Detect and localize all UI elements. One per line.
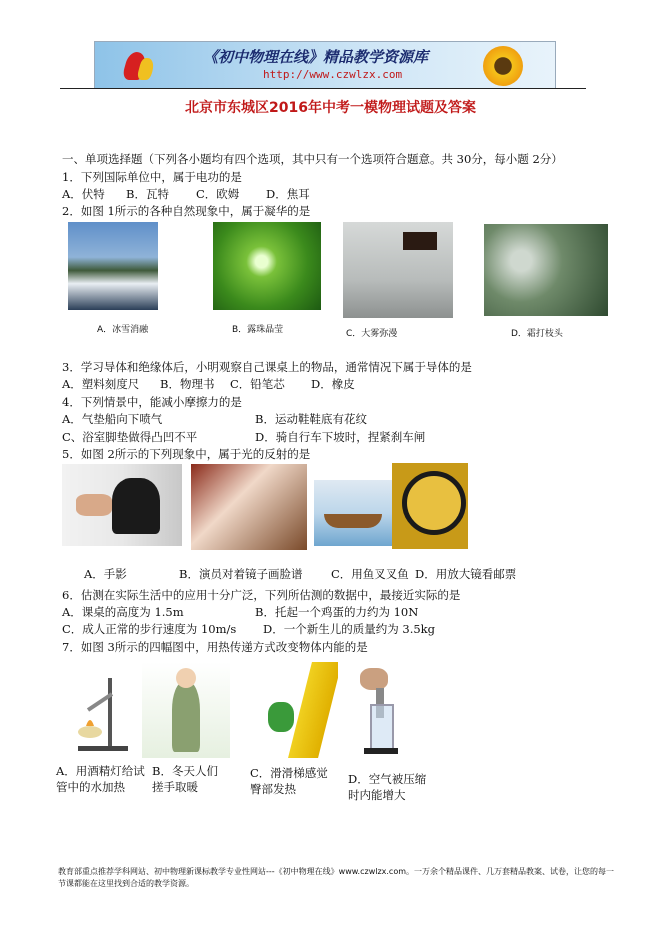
- figure1-d-image: [484, 224, 608, 316]
- figure3-caption-a-line1: A．用酒精灯给试: [56, 764, 145, 778]
- q4-option-c: C、浴室脚垫做得凸凹不平: [62, 430, 198, 444]
- q1-stem: 1．下列国际单位中，属于电功的是: [62, 170, 242, 184]
- figure3-caption-b-line2: 搓手取暖: [152, 780, 198, 794]
- figure1-c-image: [343, 222, 453, 318]
- figure2-c-image: [314, 480, 392, 546]
- figure1-a-image: [68, 222, 158, 310]
- figure3-a-image: [68, 674, 134, 754]
- figure2-caption-b: B．演员对着镜子画脸谱: [179, 567, 303, 581]
- q1-option-c: C．欧姆: [196, 187, 240, 201]
- banner-url[interactable]: http://www.czwlzx.com: [263, 68, 403, 81]
- q6-stem: 6．估测在实际生活中的应用十分广泛，下列所估测的数据中，最接近实际的是: [62, 588, 461, 602]
- q6-option-a: A．课桌的高度为 1.5m: [62, 605, 184, 619]
- section-heading: 一、单项选择题（下列各小题均有四个选项，其中只有一个选项符合题意。共 30分，每小题 2分）: [62, 152, 563, 166]
- figure1-caption-b: B．露珠晶莹: [232, 325, 284, 335]
- q1-option-d: D．焦耳: [266, 187, 310, 201]
- figure3-b-image: [142, 662, 230, 758]
- q6-option-c: C．成人正常的步行速度为 10m/s: [62, 622, 237, 636]
- page-footer: 教育部重点推荐学科网站、初中物理新课标教学专业性网站---《初中物理在线》www.czwlzx.com。一万余个精品课件、几万套精品教案、试卷，让您的每一节课都能在这里找到合适的教学资源。: [58, 867, 615, 888]
- header-rule: [60, 88, 586, 89]
- figure2-caption-d: D．用放大镜看邮票: [415, 567, 517, 581]
- q4-stem: 4．下列情景中，能减小摩擦力的是: [62, 395, 242, 409]
- q4-option-d: D．骑自行车下坡时，捏紧刹车闸: [255, 430, 426, 444]
- figure2-a-image: [62, 464, 182, 546]
- figure3-caption-d-line1: D．空气被压缩: [348, 772, 427, 786]
- figure3-caption-c-line2: 臀部发热: [250, 782, 296, 796]
- figure3-caption-b-line1: B．冬天人们: [152, 764, 218, 778]
- header-banner: [94, 41, 556, 89]
- figure2-caption-c: C．用鱼叉叉鱼: [331, 567, 409, 581]
- q3-option-a: A．塑料刻度尺: [62, 377, 140, 391]
- q3-option-d: D．橡皮: [311, 377, 355, 391]
- figure1-caption-d: D．霜打枝头: [511, 329, 563, 339]
- figure2-d-image: [392, 463, 468, 549]
- figure3-caption-a-line2: 管中的水加热: [56, 780, 125, 794]
- figure3-caption-c-line1: C．滑滑梯感觉: [250, 766, 328, 780]
- sunflower-icon: [483, 46, 523, 86]
- figure1-caption-a: A．冰雪消融: [97, 325, 149, 335]
- q4-option-a: A．气垫船向下喷气: [62, 412, 163, 426]
- q6-option-d: D．一个新生儿的质量约为 3.5kg: [263, 622, 435, 636]
- q4-option-b: B．运动鞋鞋底有花纹: [255, 412, 367, 426]
- banner-title: 《初中物理在线》精品教学资源库: [203, 48, 429, 66]
- figure1-caption-c: C．大雾弥漫: [346, 329, 398, 339]
- q7-stem: 7．如图 3所示的四幅图中，用热传递方式改变物体内能的是: [62, 640, 368, 654]
- q3-stem: 3．学习导体和绝缘体后，小明观察自己课桌上的物品，通常情况下属于导体的是: [62, 360, 472, 374]
- q1-option-b: B．瓦特: [126, 187, 169, 201]
- figure3-caption-d-line2: 时内能增大: [348, 788, 406, 802]
- figure2-caption-a: A．手影: [84, 567, 127, 581]
- page-title: 北京市东城区2016年中考一模物理试题及答案: [185, 100, 476, 116]
- q5-stem: 5．如图 2所示的下列现象中，属于光的反射的是: [62, 447, 311, 461]
- figure3-d-image: [352, 664, 414, 756]
- q3-option-c: C．铅笔芯: [230, 377, 285, 391]
- q6-option-b: B．托起一个鸡蛋的力约为 10N: [255, 605, 419, 619]
- q1-option-a: A．伏特: [62, 187, 105, 201]
- q2-stem: 2．如图 1所示的各种自然现象中，属于凝华的是: [62, 204, 311, 218]
- figure1-b-image: [213, 222, 321, 310]
- figure2-b-image: [191, 464, 307, 550]
- figure3-c-image: [242, 662, 338, 758]
- q3-option-b: B．物理书: [160, 377, 215, 391]
